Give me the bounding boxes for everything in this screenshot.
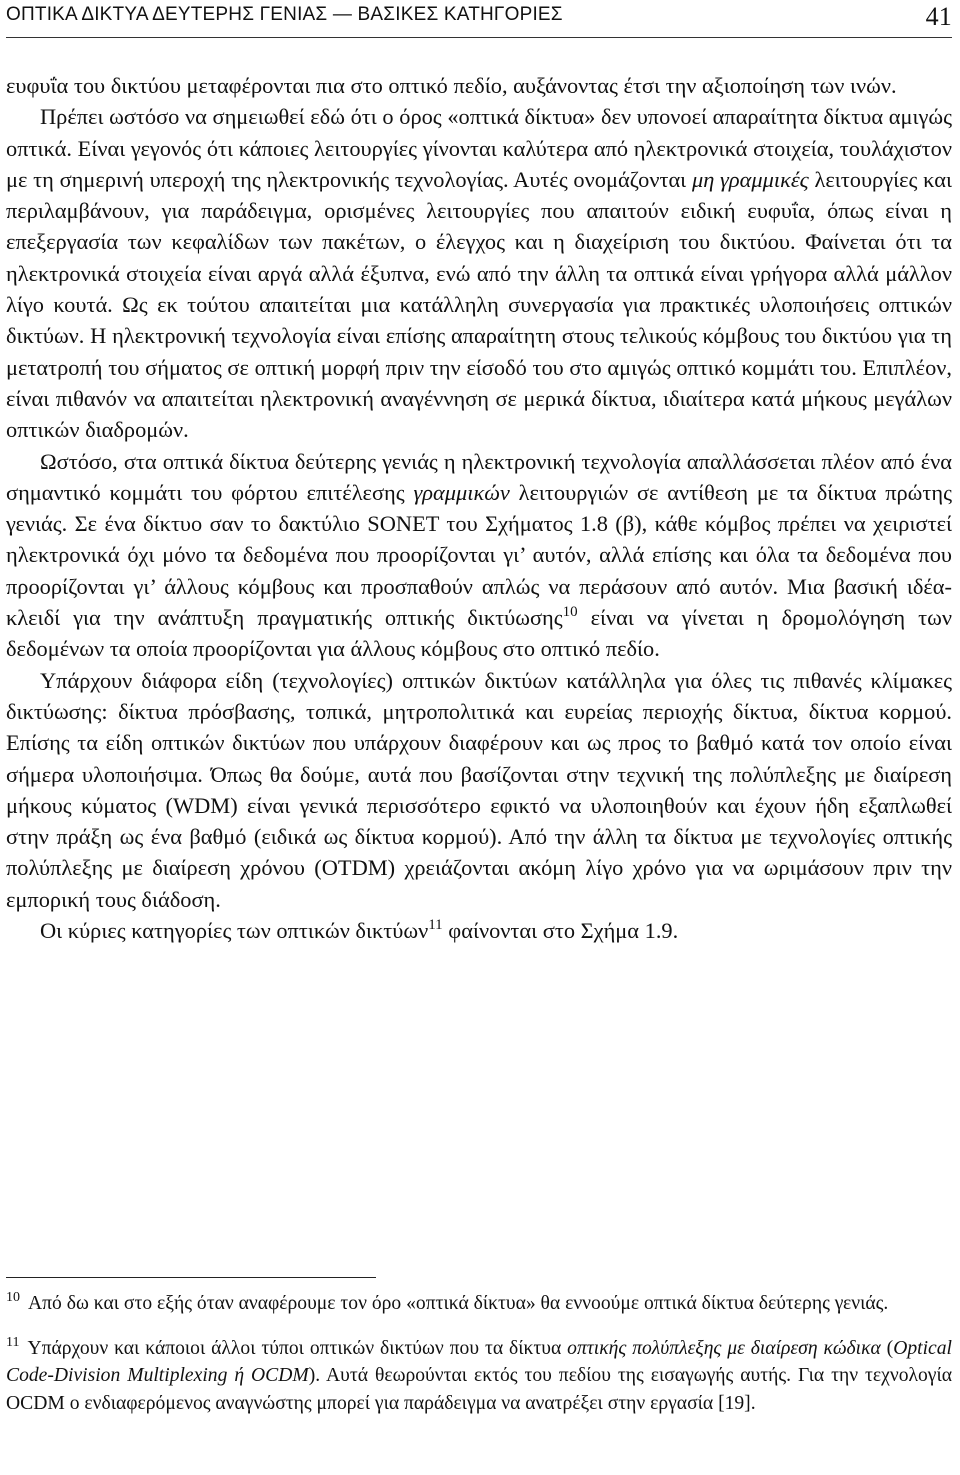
footnote-11-text-b: ( <box>880 1337 894 1359</box>
paragraph-3-emphasis: γραμμικών <box>413 479 510 505</box>
paragraph-2-emphasis: μη γραμμικές <box>691 166 809 192</box>
running-header <box>6 2 952 36</box>
footnote-11-text-a: Υπάρχουν και κάποιοι άλλοι τύποι οπτικών δικτύων που τα δίκτυα <box>27 1337 568 1359</box>
paragraph-3-text-c: είναι να γίνεται η δρομολόγηση των δεδομένων τα οποία προορίζονται για άλλους κόμβους στο οπτικό πεδίο. <box>6 605 952 662</box>
footnote-11-text-c: ). Αυτά θεωρούνται εκτός του πεδίου της εισαγωγής αυτής. Για την τεχνολογία OCDM ο ενδιαφερόμενος αναγνώστης μπορεί για παράδειγμα να ανατρέξει στην εργασία [19]. <box>6 1365 952 1414</box>
body-text <box>6 70 952 946</box>
paragraph-2 <box>6 101 952 445</box>
paragraph-3-text-b: λειτουργιών σε αντίθεση με τα δίκτυα πρώτης γενιάς. Σε ένα δίκτυο σαν το δακτύλιο SONET του Σχήματος 1.8 (β), κάθε κόμβος πρέπει να χειριστεί ηλεκτρονικά όχι μόνο τα δεδομένα που προορίζονται γι’ αυτόν, αλλά επίσης και όλα τα δεδομένα που προορίζονται γι’ άλλους κόμβους και προσπαθούν απλώς να περάσουν από αυτόν. Μια βασική ιδέα-κλειδί για την ανάπτυξη πραγματικής οπτικής δικτύωσης <box>6 479 952 631</box>
paragraph-3 <box>6 446 952 665</box>
footnote-10-text: Από δω και στο εξής όταν αναφέρουμε τον όρο «οπτικά δίκτυα» θα εννοούμε οπτικά δίκτυα δεύτερης γενιάς. <box>28 1293 889 1314</box>
footnote-11 <box>6 1335 952 1418</box>
paragraph-1 <box>6 70 952 101</box>
header-rule <box>6 37 952 38</box>
paragraph-2-text-a: Πρέπει ωστόσο να σημειωθεί εδώ ότι ο όρος «οπτικά δίκτυα» δεν υπονοεί απαραίτητα δίκτυα αμιγώς οπτικά. Είναι γεγονός ότι κάποιες λειτουργίες γίνονται καλύτερα από ηλεκτρονικά στοιχεία, τουλάχιστον με τη σημερινή υπεροχή της ηλεκτρονικής τεχνολογίας. Αυτές ονομάζονται <box>6 104 952 192</box>
running-title: ΟΠΤΙΚΑ ΔΙΚΤΥΑ ΔΕΥΤΕΡΗΣ ΓΕΝΙΑΣ — ΒΑΣΙΚΕΣ ΚΑΤΗΓΟΡΙΕΣ <box>6 4 563 25</box>
footnote-10 <box>6 1290 952 1318</box>
paragraph-3-text-a: Ωστόσο, στα οπτικά δίκτυα δεύτερης γενιάς η ηλεκτρονική τεχνολογία απαλλάσσεται πλέον από ένα σημαντικό κομμάτι του φόρτου επιτέλεσης <box>6 448 952 505</box>
paragraph-5-text-b: φαίνονται στο Σχήμα 1.9. <box>442 918 679 944</box>
paragraph-5 <box>6 915 952 946</box>
paragraph-5-text-a: Οι κύριες κατηγορίες των οπτικών δικτύων <box>40 918 429 944</box>
paragraph-1-text: ευφυΐα του δικτύου μεταφέρονται πια στο οπτικό πεδίο, αυξάνοντας έτσι την αξιοποίηση των ινών. <box>6 73 897 98</box>
footnote-11-emphasis-1: οπτικής πολύπλεξης με διαίρεση κώδικα <box>567 1337 881 1359</box>
footnote-11-number: 11 <box>6 1334 20 1350</box>
footnote-11-emphasis-2: Optical Code-Division Multiplexing ή OCDM <box>6 1337 952 1386</box>
footnote-rule <box>6 1277 376 1278</box>
paragraph-2-text-b: λειτουργίες και περιλαμβάνουν, για παράδειγμα, ορισμένες λειτουργίες που απαιτούν ειδική ευφυΐα, όπως είναι η επεξεργασία των κεφαλίδων των πακέτων, ο έλεγχος και η διαχείριση του δικτύου. Φαίνεται ότι τα ηλεκτρονικά στοιχεία είναι αργά αλλά έξυπνα, ενώ από την άλλη τα οπτικά είναι γρήγορα αλλά μάλλον λίγο κουτά. Ως εκ τούτου απαιτείται μια κατάλληλη συνεργασία για πρακτικές υλοποιήσεις οπτικών δικτύων. Η ηλεκτρονική τεχνολογία είναι επίσης απαραίτητη στους τελικούς κόμβους του δικτύου για τη μετατροπή του σήματος σε οπτική μορφή πριν την είσοδό του στο αμιγώς οπτικό κομμάτι του. Επιπλέον, είναι πιθανόν να απαιτείται ηλεκτρονική αναγέννηση σε μερικά δίκτυα, ιδιαίτερα κατά μήκους μεγάλων οπτικών διαδρομών. <box>6 166 952 443</box>
footnote-10-number: 10 <box>6 1290 20 1305</box>
footnote-ref-11[interactable]: 11 <box>428 917 443 934</box>
footnotes <box>6 1290 952 1417</box>
paragraph-4-text: Υπάρχουν διάφορα είδη (τεχνολογίες) οπτικών δικτύων κατάλληλα για όλες τις πιθανές κλίμακες δικτύωσης: δίκτυα πρόσβασης, τοπικά, μητροπολιτικά και ευρείας περιοχής δίκτυα, δίκτυα κορμού. Επίσης τα είδη οπτικών δικτύων που υπάρχουν διαφέρουν και ως προς το βαθμό κατά τον οποίο είναι σήμερα υλοποιήσιμα. Όπως θα δούμε, αυτά που βασίζονται στην τεχνική της πολύπλεξης με διαίρεση μήκους κύματος (WDM) είναι γενικά περισσότερο εφικτό να υλοποιηθούν και έχουν ήδη εξαπλωθεί στην πράξη ως ένα βαθμό (ειδικά ως δίκτυα κορμού). Από την άλλη τα δίκτυα με τεχνολογίες οπτικής πολύπλεξης με διαίρεση χρόνου (OTDM) χρειάζονται ακόμη λίγο χρόνο για να ωριμάσουν πριν την εμπορική τους διάδοση. <box>6 667 952 912</box>
page-number: 41 <box>925 2 952 31</box>
footnote-ref-10[interactable]: 10 <box>562 604 578 621</box>
paragraph-4 <box>6 665 952 915</box>
